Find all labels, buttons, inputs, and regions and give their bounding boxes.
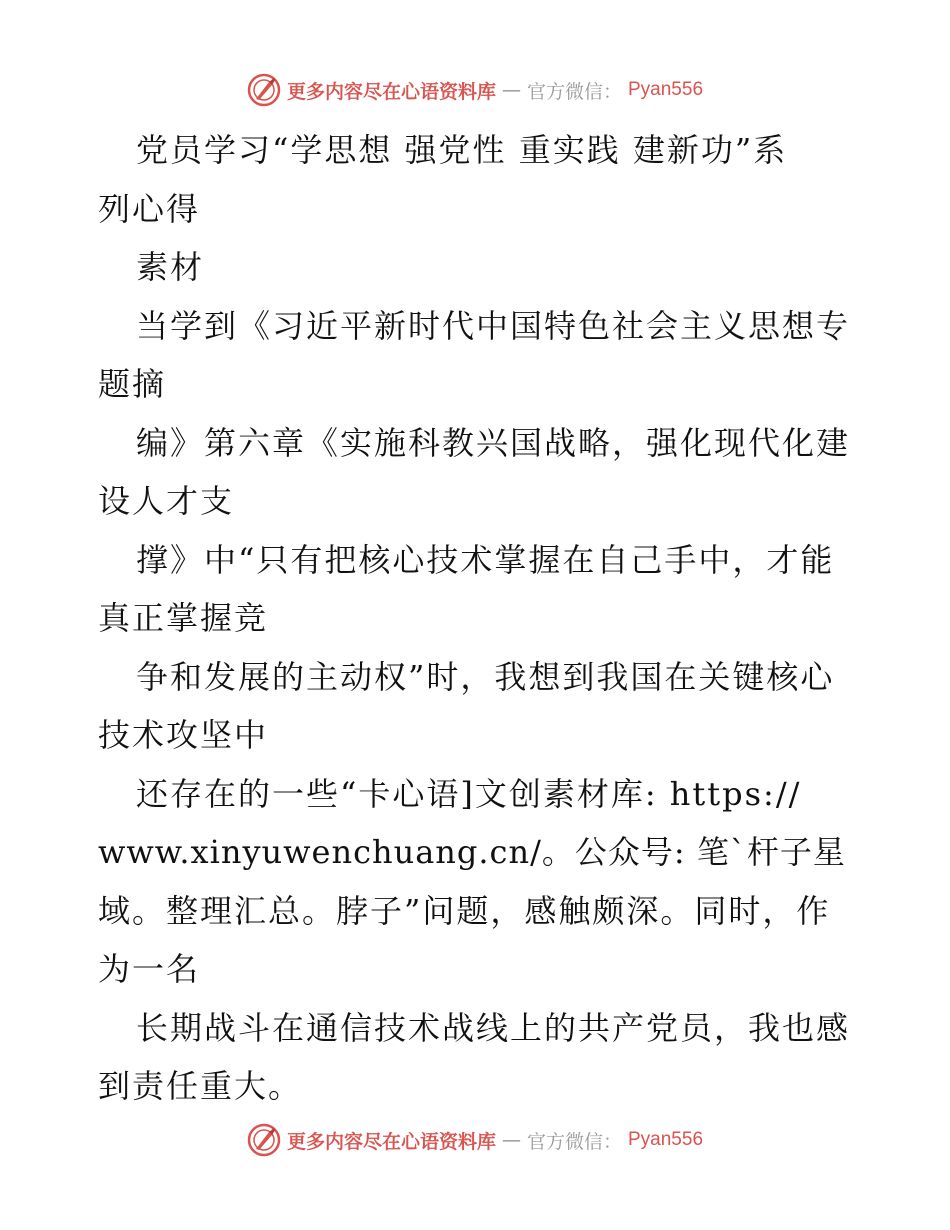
watermark-wechat-id: Pyan556 [628,79,704,100]
text-line: 编》第六章《实施科教兴国战略，强化现代化建 [136,423,851,462]
watermark-dash: — [501,79,521,101]
quill-pen-logo-icon [247,1123,281,1157]
text-line: 还存在的一些“卡心语]文创素材库: https:// [136,774,802,813]
watermark-brand: 更多内容尽在心语资料库 [286,80,496,103]
text-line: 设人才支 [98,482,235,520]
watermark-dash: — [501,1129,521,1151]
text-line: 技术攻坚中 [98,716,269,754]
text-line: 党员学习“学思想 强党性 重实践 建新功”系 [136,131,788,169]
text-line: 列心得 [98,189,201,228]
text-line: 素材 [136,248,205,286]
text-line: 题摘 [98,365,167,403]
text-line: 为一名 [98,950,201,988]
text-line: 真正掌握竞 [98,599,269,637]
watermark-wechat-id: Pyan556 [628,1129,704,1150]
text-line: 当学到《习近平新时代中国特色社会主义思想专 [136,306,851,345]
text-line: 撑》中“只有把核心技术掌握在自己手中，才能 [136,540,835,579]
text-line-url: www.xinyuwenchuang.cn/。公众号: 笔`杆子星 [98,833,846,871]
text-line: 长期战斗在通信技术战线上的共产党员，我也感 [136,1008,851,1047]
footer-watermark [0,1120,950,1160]
text-line: 争和发展的主动权”时，我想到我国在关键核心 [136,657,835,696]
header-watermark [0,70,950,110]
watermark-official-label: 官方微信： [526,80,622,103]
text-line: 到责任重大。 [98,1067,303,1105]
document-body [98,121,858,1116]
quill-pen-logo-icon [247,73,281,107]
watermark-official-label: 官方微信： [526,1130,622,1153]
text-line: 域。整理汇总。脖子”问题，感触颇深。同时，作 [98,891,831,930]
watermark-brand: 更多内容尽在心语资料库 [286,1130,496,1153]
